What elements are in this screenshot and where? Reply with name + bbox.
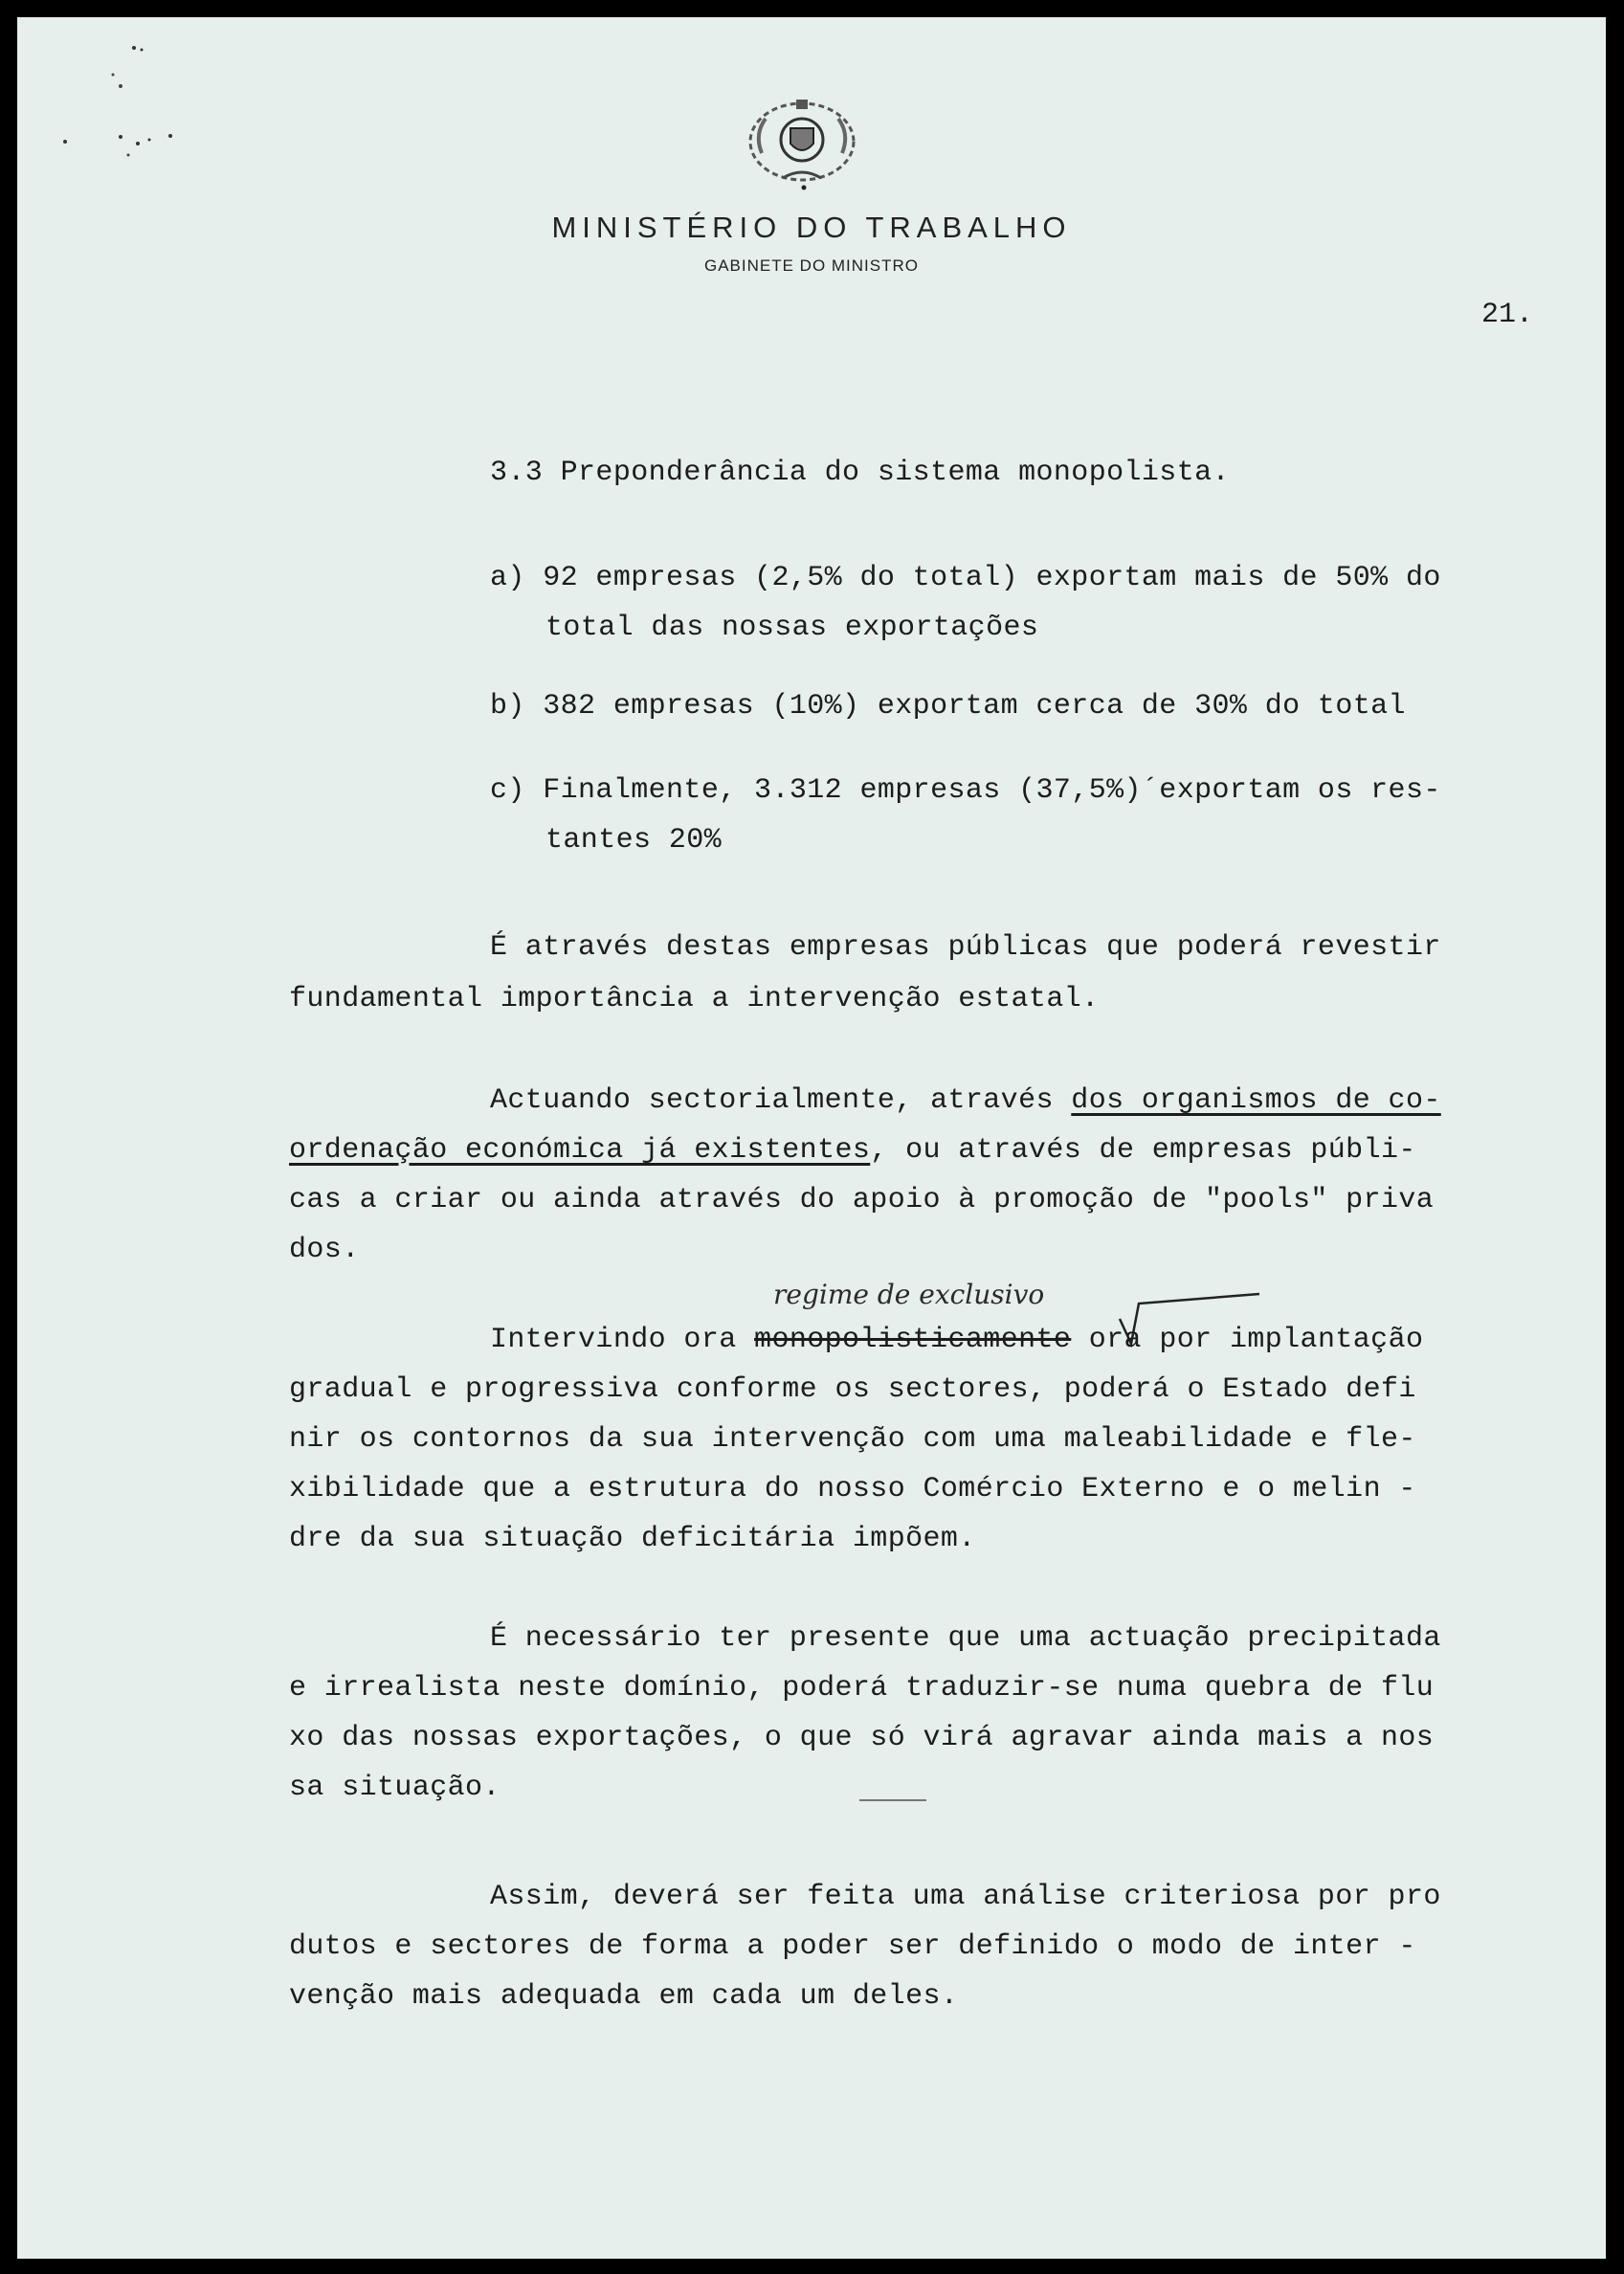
para5-line-3: venção mais adequada em cada um deles. <box>289 1980 959 2013</box>
document-page <box>17 17 1606 2259</box>
para2-underlined-1: dos organismos de co- <box>1071 1084 1441 1117</box>
item-c-line-1: c) Finalmente, 3.312 empresas (37,5%)´exportam os res- <box>490 774 1441 807</box>
para2-line-3: cas a criar ou ainda através do apoio à promoção de "pools" priva <box>289 1184 1435 1216</box>
para2-line-1-text: Actuando sectorialmente, através <box>490 1084 1072 1117</box>
item-a-line-2: total das nossas exportações <box>545 612 1039 644</box>
para3-line-4: xibilidade que a estrutura do nosso Comércio Externo e o melin - <box>289 1473 1416 1505</box>
item-c-line-2: tantes 20% <box>545 824 723 857</box>
section-title: 3.3 Preponderância do sistema monopolista. <box>490 457 1230 489</box>
handwritten-insertion: regime de exclusivo <box>773 1279 1045 1310</box>
para5-line-1: Assim, deverá ser feita uma análise criteriosa por pro <box>490 1881 1441 1913</box>
ministry-name: MINISTÉRIO DO TRABALHO <box>551 211 1072 244</box>
para5-line-2: dutos e sectores de forma a poder ser definido o modo de inter - <box>289 1930 1416 1963</box>
para3-line-3: nir os contornos da sua intervenção com uma maleabilidade e fle- <box>289 1423 1416 1456</box>
ink-specks <box>46 36 218 161</box>
para3-line-5: dre da sua situação deficitária impõem. <box>289 1523 976 1555</box>
cabinet-name: GABINETE DO MINISTRO <box>703 256 920 275</box>
para4-line-1: É necessário ter presente que uma actuação precipitada <box>490 1622 1441 1655</box>
para2-line-1 <box>490 1083 1441 1118</box>
item-b-line-1: b) 382 empresas (10%) exportam cerca de 30% do total <box>490 690 1406 723</box>
stray-mark <box>859 1799 926 1801</box>
para2-underlined-2: ordenação económica já existentes <box>289 1134 871 1167</box>
para1-line-2: fundamental importância a intervenção estatal. <box>289 983 1100 1015</box>
page-number: 21. <box>1481 299 1534 331</box>
para2-line-2-text: , ou através de empresas públi- <box>870 1134 1416 1167</box>
coat-of-arms-icon <box>745 86 859 191</box>
para1-line-1: É através destas empresas públicas que poderá revestir <box>490 931 1441 964</box>
para4-line-3: xo das nossas exportações, o que só virá agravar ainda mais a nos <box>289 1722 1435 1754</box>
para3-line-1-text-b: ora por implantação <box>1071 1324 1424 1356</box>
para3-line-1-text: Intervindo ora <box>490 1324 755 1356</box>
struck-out-word: monopolisticamente <box>754 1324 1072 1356</box>
para4-line-2: e irrealista neste domínio, poderá traduzir-se numa quebra de flu <box>289 1672 1435 1705</box>
para2-line-2 <box>289 1133 1416 1168</box>
para4-line-4: sa situação. <box>289 1772 501 1804</box>
item-a-line-1: a) 92 empresas (2,5% do total) exportam mais de 50% do <box>490 562 1441 594</box>
para2-line-4: dos. <box>289 1234 360 1266</box>
para3-line-1 <box>490 1323 1423 1357</box>
para3-line-2: gradual e progressiva conforme os sectores, poderá o Estado defi <box>289 1373 1416 1406</box>
